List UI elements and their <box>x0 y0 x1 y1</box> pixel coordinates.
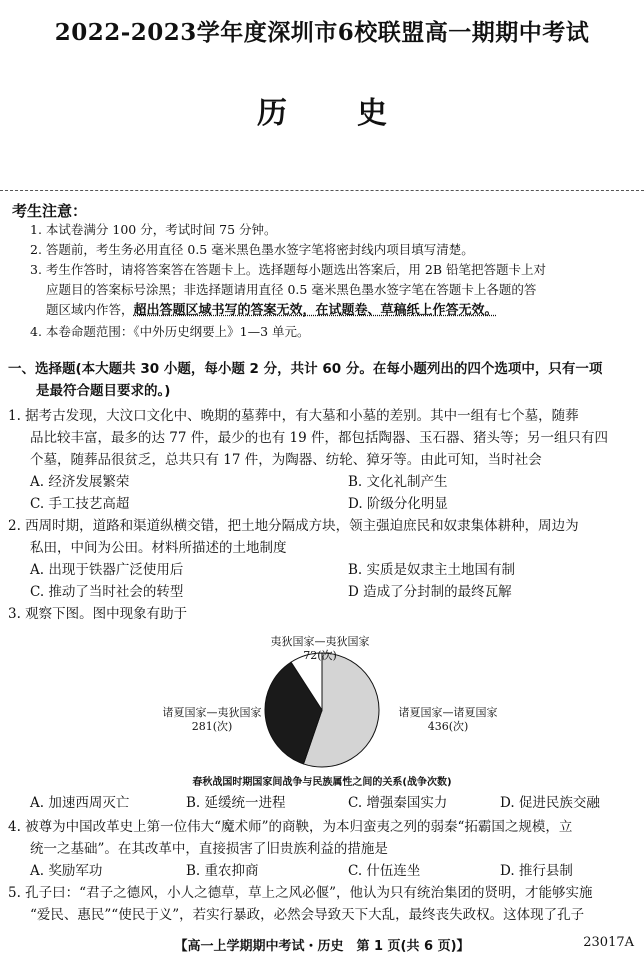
pie-label-1-name: 诸夏国家—夷狄国家 <box>162 706 262 719</box>
q1-option-a: A. 经济发展繁荣 <box>30 474 130 490</box>
pie-label-yidi-yidi <box>250 635 390 663</box>
section-heading-cont: 是最符合题目要求的。) <box>36 383 171 399</box>
pie-label-zhuxia-zhuxia <box>378 706 518 734</box>
q1-stem-3: 个墓，随葬品很贫乏，总共只有 17 件，为陶器、纺轮、獐牙等。由此可知，当时社会 <box>30 452 542 468</box>
chart-caption: 春秋战国时期国家间战争与民族属性之间的关系(战争次数) <box>192 777 452 788</box>
notice-title: 考生注意： <box>12 202 88 220</box>
q4-option-a: A. 奖励军功 <box>30 863 103 879</box>
notice-item-3-cont: 应题目的答案标号涂黑；非选择题请用直径 0.5 毫米黑色墨水签字笔在答题卡上各题的答 <box>46 282 537 297</box>
q3-option-c: C. 增强秦国实力 <box>348 795 448 811</box>
q4-option-d: D. 推行县制 <box>500 863 573 879</box>
q4-stem-2: 统一之基础”。在其改革中，直接损害了旧贵族利益的措施是 <box>30 841 388 857</box>
q4-option-c: C. 什伍连坐 <box>348 863 421 879</box>
q2-stem-2: 私田，中间为公田。材料所描述的土地制度 <box>30 540 287 556</box>
pie-slices <box>265 653 379 767</box>
notice-item-3: 3. 考生作答时，请将答案答在答题卡上。选择题每小题选出答案后，用 2B 铅笔把答题卡上对 <box>30 262 546 277</box>
header-divider <box>0 190 644 191</box>
q2-option-b: B. 实质是奴隶主土地国有制 <box>348 562 516 578</box>
notice-item-4: 4. 本卷命题范围：《中外历史纲要上》1—3 单元。 <box>30 324 310 339</box>
q2-option-d: D 造成了分封制的最终瓦解 <box>348 584 512 600</box>
pie-label-zhuxia-yidi <box>142 706 282 734</box>
exam-title: 2022-2023学年度深圳市6校联盟高一期期中考试 <box>54 19 590 46</box>
q1-option-c: C. 手工技艺高超 <box>30 496 130 512</box>
q3-option-d: D. 促进民族交融 <box>500 795 600 811</box>
q3-stem: 3. 观察下图。图中现象有助于 <box>8 606 188 622</box>
q2-stem-1: 2. 西周时期，道路和渠道纵横交错，把土地分隔成方块，领主强迫庶民和奴隶集体耕种，周边为 <box>8 518 579 534</box>
q5-stem-1: 5. 孔子曰：“君子之德风，小人之德草，草上之风必偃”，他认为只有统治集团的贤明，才能够实施 <box>8 885 593 901</box>
q1-option-d: D. 阶级分化明显 <box>348 496 448 512</box>
notice-emphasis: 超出答题区域书写的答案无效，在试题卷、草稿纸上作答无效。 <box>133 303 498 318</box>
notice-item-3-end <box>46 300 498 321</box>
notice-item-2: 2. 答题前，考生务必用直径 0.5 毫米黑色墨水签字笔将密封线内项目填写清楚。 <box>30 242 474 257</box>
page-footer: 【高一上学期期中考试・历史 第 1 页(共 6 页)】 <box>174 939 470 954</box>
pie-label-1-value: 281(次) <box>191 720 233 733</box>
q3-option-a: A. 加速西周灭亡 <box>30 795 130 811</box>
exam-code: 23017A <box>583 935 634 950</box>
notice-item-3-tail: 题区域内作答， <box>46 302 134 317</box>
q4-option-b: B. 重农抑商 <box>186 863 259 879</box>
q1-stem-2: 品比较丰富，最多的达 77 件，最少的也有 19 件，都包括陶器、玉石器、猪头等；另一组只有四 <box>30 430 609 446</box>
q2-option-a: A. 出现于铁器广泛使用后 <box>30 562 184 578</box>
pie-label-0-value: 436(次) <box>427 720 469 733</box>
q3-option-b: B. 延缓统一进程 <box>186 795 286 811</box>
pie-label-0-name: 诸夏国家—诸夏国家 <box>398 706 498 719</box>
notice-item-1: 1. 本试卷满分 100 分，考试时间 75 分钟。 <box>30 222 277 237</box>
q5-stem-2: “爱民、惠民”“使民于义”，若实行暴政，必然会导致天下大乱，最终丧失政权。这体现了孔子 <box>30 907 585 923</box>
pie-label-2-name: 夷狄国家—夷狄国家 <box>270 635 370 648</box>
q1-option-b: B. 文化礼制产生 <box>348 474 448 490</box>
q4-stem-1: 4. 被尊为中国改革史上第一位伟大“魔术师”的商鞅，为本归蛮夷之列的弱秦“拓霸国之规模，立 <box>8 819 573 835</box>
q2-option-c: C. 推动了当时社会的转型 <box>30 584 184 600</box>
pie-label-2-value: 72(次) <box>303 649 337 662</box>
section-heading: 一、选择题(本大题共 30 小题，每小题 2 分，共计 60 分。在每小题列出的四个选项中，只有一项 <box>8 361 603 377</box>
subject-title: 历史 <box>257 96 457 131</box>
q1-stem-1: 1. 据考古发现，大汶口文化中、晚期的墓葬中，有大墓和小墓的差别。其中一组有七个墓，随葬 <box>8 408 579 424</box>
